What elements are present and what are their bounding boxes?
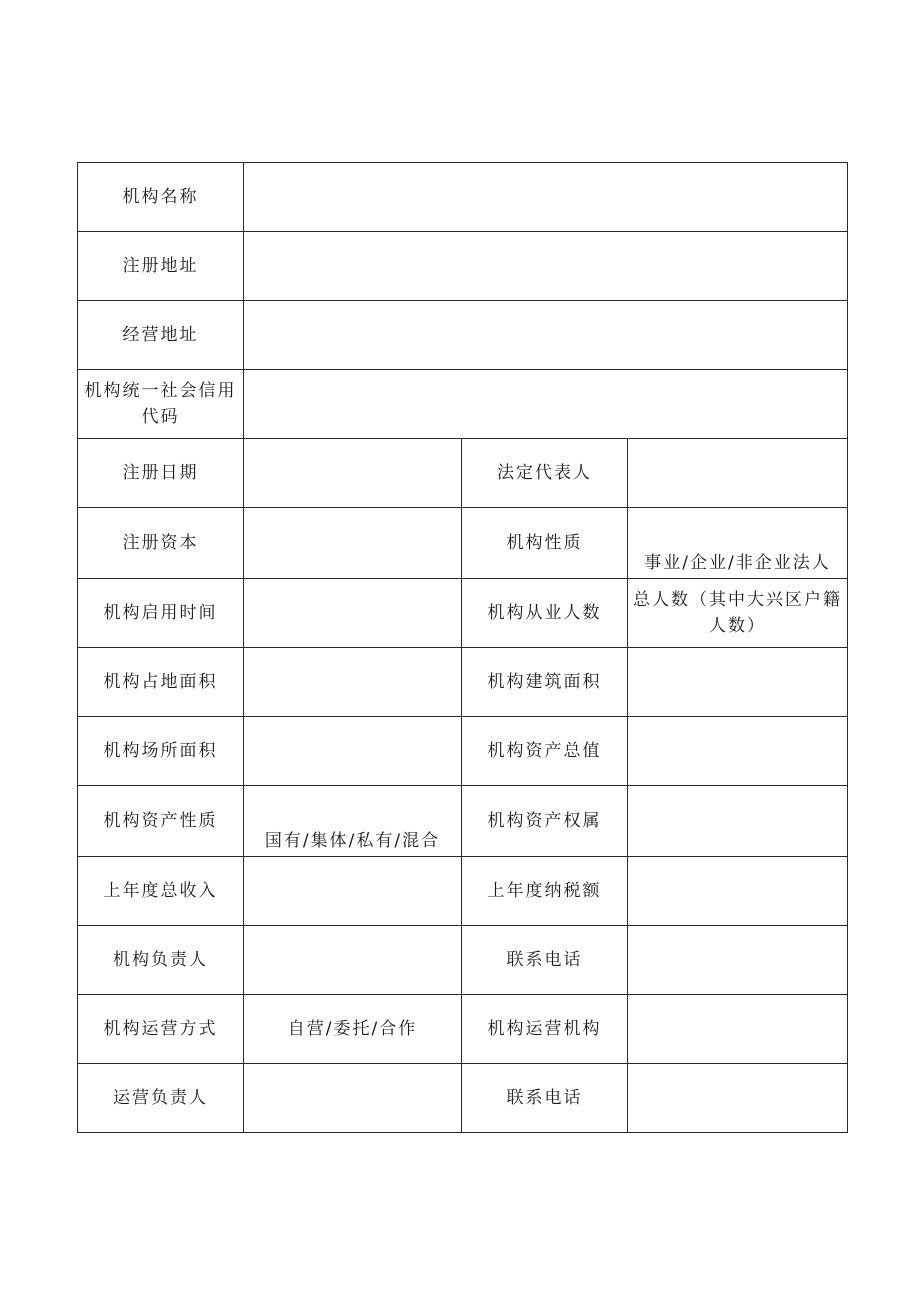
label-annual-income: 上年度总收入 (78, 857, 244, 926)
row-registered-capital (78, 508, 848, 579)
label-manager-phone: 联系电话 (462, 926, 628, 995)
field-operation-phone[interactable] (628, 1064, 848, 1133)
label-registered-address: 注册地址 (78, 232, 244, 301)
label-operation-manager: 运营负责人 (78, 1064, 244, 1133)
field-registered-address[interactable] (244, 232, 848, 301)
field-institution-nature[interactable]: 事业/企业/非企业法人 (628, 508, 848, 579)
row-annual-income (78, 857, 848, 926)
label-asset-ownership: 机构资产权属 (462, 786, 628, 857)
field-site-area[interactable] (244, 717, 462, 786)
field-institution-name[interactable] (244, 163, 848, 232)
field-registered-capital[interactable] (244, 508, 462, 579)
label-land-area: 机构占地面积 (78, 648, 244, 717)
label-business-address: 经营地址 (78, 301, 244, 370)
label-operating-agency: 机构运营机构 (462, 995, 628, 1064)
field-staff-count[interactable]: 总人数（其中大兴区户籍人数） (628, 579, 848, 648)
field-annual-income[interactable] (244, 857, 462, 926)
label-building-area: 机构建筑面积 (462, 648, 628, 717)
field-manager[interactable] (244, 926, 462, 995)
field-business-address[interactable] (244, 301, 848, 370)
field-land-area[interactable] (244, 648, 462, 717)
row-registered-address (78, 232, 848, 301)
row-operation-manager (78, 1064, 848, 1133)
row-credit-code (78, 370, 848, 439)
label-registered-capital: 注册资本 (78, 508, 244, 579)
field-registration-date[interactable] (244, 439, 462, 508)
institution-info-table (77, 162, 848, 1133)
field-start-time[interactable] (244, 579, 462, 648)
field-operating-agency[interactable] (628, 995, 848, 1064)
row-land-area (78, 648, 848, 717)
field-credit-code[interactable] (244, 370, 848, 439)
label-site-area: 机构场所面积 (78, 717, 244, 786)
row-institution-name (78, 163, 848, 232)
field-asset-ownership[interactable] (628, 786, 848, 857)
field-manager-phone[interactable] (628, 926, 848, 995)
label-legal-representative: 法定代表人 (462, 439, 628, 508)
row-business-address (78, 301, 848, 370)
label-registration-date: 注册日期 (78, 439, 244, 508)
row-site-area (78, 717, 848, 786)
field-annual-tax[interactable] (628, 857, 848, 926)
label-staff-count: 机构从业人数 (462, 579, 628, 648)
row-start-time (78, 579, 848, 648)
row-operation-mode (78, 995, 848, 1064)
label-operation-phone: 联系电话 (462, 1064, 628, 1133)
label-institution-nature: 机构性质 (462, 508, 628, 579)
field-asset-nature[interactable]: 国有/集体/私有/混合 (244, 786, 462, 857)
label-credit-code: 机构统一社会信用代码 (78, 370, 244, 439)
label-annual-tax: 上年度纳税额 (462, 857, 628, 926)
field-legal-representative[interactable] (628, 439, 848, 508)
label-asset-nature: 机构资产性质 (78, 786, 244, 857)
field-building-area[interactable] (628, 648, 848, 717)
row-asset-nature (78, 786, 848, 857)
field-operation-mode[interactable]: 自营/委托/合作 (244, 995, 462, 1064)
label-operation-mode: 机构运营方式 (78, 995, 244, 1064)
label-institution-name: 机构名称 (78, 163, 244, 232)
field-operation-manager[interactable] (244, 1064, 462, 1133)
row-manager (78, 926, 848, 995)
row-registration-date (78, 439, 848, 508)
field-total-assets[interactable] (628, 717, 848, 786)
label-total-assets: 机构资产总值 (462, 717, 628, 786)
label-manager: 机构负责人 (78, 926, 244, 995)
label-start-time: 机构启用时间 (78, 579, 244, 648)
